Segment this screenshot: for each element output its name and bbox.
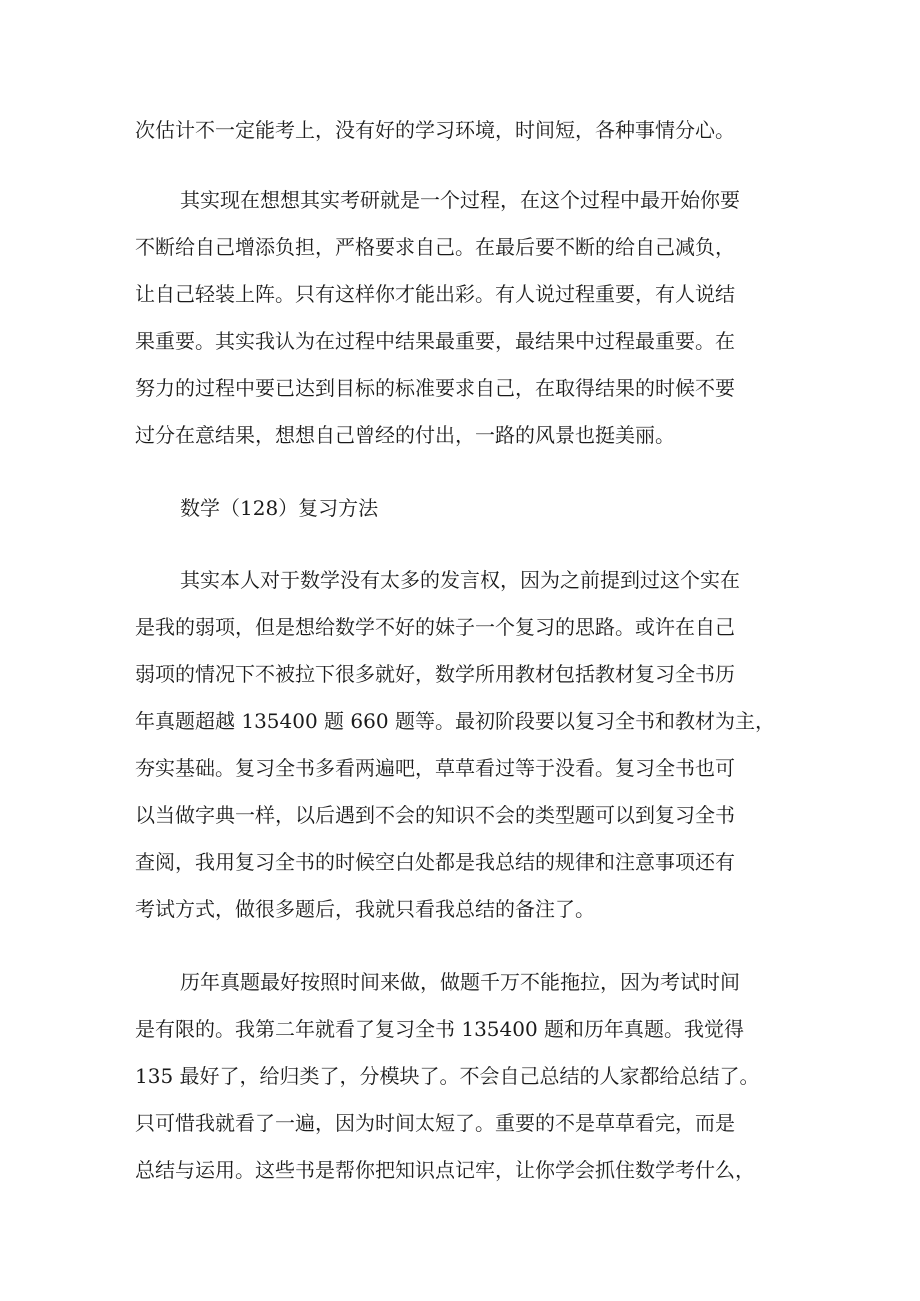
paragraph-2-line-3: 让自己轻装上阵。只有这样你才能出彩。有人说过程重要，有人说结 — [135, 282, 735, 306]
paragraph-2-line-1: 其实现在想想其实考研就是一个过程，在这个过程中最开始你要 — [180, 188, 740, 212]
paragraph-2-line-4: 果重要。其实我认为在过程中结果最重要，最结果中过程最重要。在 — [135, 329, 735, 353]
paragraph-2-line-2: 不断给自己增添负担，严格要求自己。在最后要不断的给自己减负， — [135, 235, 735, 259]
paragraph-4-line-3: 135 最好了，给归类了，分模块了。不会自己总结的人家都给总结了。 — [135, 1064, 760, 1088]
paragraph-4-line-2: 是有限的。我第二年就看了复习全书 135400 题和历年真题。我觉得 — [135, 1017, 745, 1041]
paragraph-3-line-2: 是我的弱项，但是想给数学不好的妹子一个复习的思路。或许在自己 — [135, 615, 735, 639]
paragraph-4-line-1: 历年真题最好按照时间来做，做题千万不能拖拉，因为考试时间 — [180, 970, 740, 994]
paragraph-3-line-6: 以当做字典一样，以后遇到不会的知识不会的类型题可以到复习全书 — [135, 803, 735, 827]
section-heading: 数学（128）复习方法 — [180, 496, 379, 520]
paragraph-1-line-1: 次估计不一定能考上，没有好的学习环境，时间短，各种事情分心。 — [135, 118, 735, 142]
paragraph-3-line-4: 年真题超越 135400 题 660 题等。最初阶段要以复习全书和教材为主， — [135, 709, 775, 733]
paragraph-3-line-7: 查阅，我用复习全书的时候空白处都是我总结的规律和注意事项还有 — [135, 850, 735, 874]
paragraph-4-line-5: 总结与运用。这些书是帮你把知识点记牢，让你学会抓住数学考什么， — [135, 1158, 755, 1182]
paragraph-3-line-5: 夯实基础。复习全书多看两遍吧，草草看过等于没看。复习全书也可 — [135, 756, 735, 780]
paragraph-3-line-8: 考试方式，做很多题后，我就只看我总结的备注了。 — [135, 897, 595, 921]
paragraph-3-line-3: 弱项的情况下不被拉下很多就好，数学所用教材包括教材复习全书历 — [135, 662, 735, 686]
paragraph-2-line-5: 努力的过程中要已达到目标的标准要求自己，在取得结果的时候不要 — [135, 376, 735, 400]
paragraph-4-line-4: 只可惜我就看了一遍，因为时间太短了。重要的不是草草看完，而是 — [135, 1111, 735, 1135]
paragraph-3-line-1: 其实本人对于数学没有太多的发言权，因为之前提到过这个实在 — [180, 568, 740, 592]
paragraph-2-line-6: 过分在意结果，想想自己曾经的付出，一路的风景也挺美丽。 — [135, 423, 675, 447]
